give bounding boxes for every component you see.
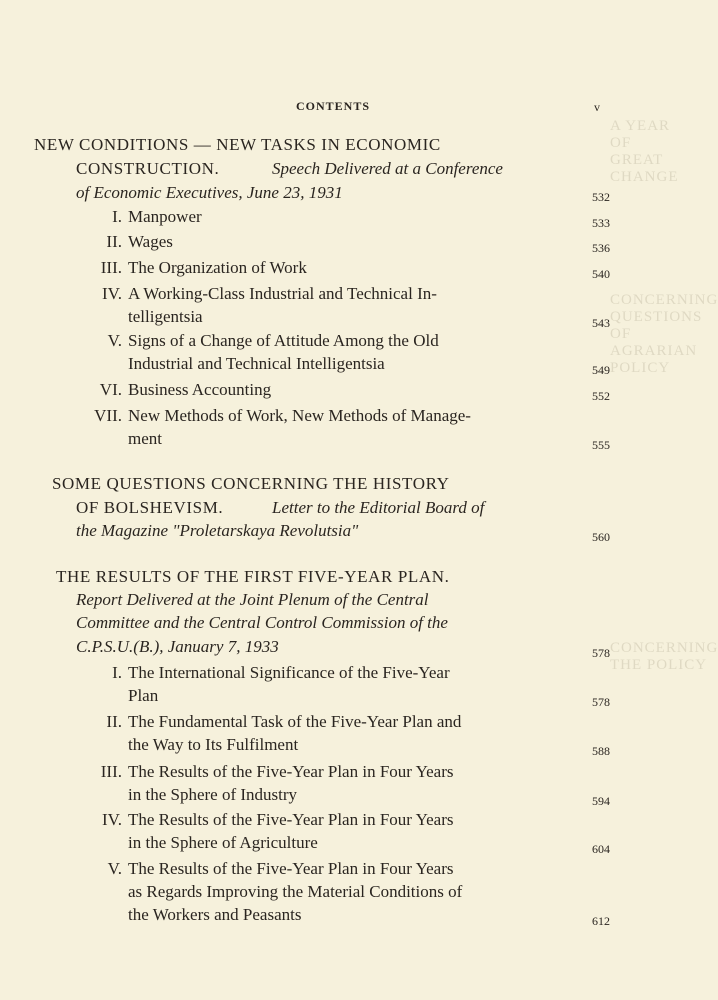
section-number: V.	[107, 331, 122, 350]
page-number: 588	[592, 744, 610, 758]
running-head: CONTENTS	[295, 99, 371, 113]
page-number: 533	[592, 216, 610, 230]
section-title: as Regards Improving the Material Conditions of	[128, 882, 463, 901]
page-number: 540	[592, 267, 610, 281]
bleed-through-text: CONCERNING QUESTIONS OF AGRARIAN POLICY	[610, 292, 718, 376]
section-title: The Results of the Five-Year Plan in Four Years	[128, 762, 454, 781]
entry-subtitle: Committee and the Central Control Commission of the	[76, 613, 448, 632]
entry-title: OF BOLSHEVISM.	[76, 498, 224, 517]
section-title: The Results of the Five-Year Plan in Four Years	[128, 859, 454, 878]
section-title: ment	[128, 429, 162, 448]
section-number: VII.	[94, 406, 122, 425]
section-title: New Methods of Work, New Methods of Manage-	[128, 406, 471, 425]
page-number: 578	[592, 646, 610, 660]
section-title: in the Sphere of Industry	[128, 785, 298, 804]
section-title: Manpower	[128, 207, 202, 226]
section-title: the Workers and Peasants	[128, 905, 302, 924]
entry-subtitle: Speech Delivered at a Conference	[272, 159, 503, 178]
page-number: 560	[592, 530, 610, 544]
section-title: in the Sphere of Agriculture	[128, 833, 318, 852]
page-number: 552	[592, 389, 610, 403]
page-number: 604	[592, 842, 610, 856]
entry-subtitle: C.P.S.U.(B.), January 7, 1933	[76, 637, 279, 656]
page-number: 536	[592, 241, 610, 255]
section-title: Business Accounting	[128, 380, 272, 399]
section-title: A Working-Class Industrial and Technical In-	[128, 284, 437, 303]
section-title: The International Significance of the Five-Year	[128, 663, 450, 682]
section-title: Wages	[128, 232, 173, 251]
page-number: 532	[592, 190, 610, 204]
bleed-through-text: CONCERNING THE POLICY	[610, 640, 718, 673]
section-number: III.	[100, 258, 122, 277]
page-number: 578	[592, 695, 610, 709]
entry-title: THE RESULTS OF THE FIRST FIVE-YEAR PLAN.	[56, 567, 450, 586]
bleed-through-text: A YEAR OF GREAT CHANGE	[610, 118, 679, 185]
section-number: IV.	[102, 810, 122, 829]
entry-subtitle: of Economic Executives, June 23, 1931	[76, 183, 343, 202]
section-number: II.	[106, 712, 122, 731]
page-number: 612	[592, 914, 610, 928]
section-number: I.	[112, 663, 122, 682]
section-title: Signs of a Change of Attitude Among the Old	[128, 331, 439, 350]
section-number: II.	[106, 232, 122, 251]
entry-subtitle: Report Delivered at the Joint Plenum of the Central	[76, 590, 429, 609]
section-number: III.	[100, 762, 122, 781]
entry-subtitle: Letter to the Editorial Board of	[272, 498, 485, 517]
page-number: 555	[592, 438, 610, 452]
section-number: IV.	[102, 284, 122, 303]
section-title: the Way to Its Fulfilment	[128, 735, 299, 754]
section-title: The Fundamental Task of the Five-Year Plan and	[128, 712, 462, 731]
entry-subtitle: the Magazine "Proletarskaya Revolutsia"	[76, 521, 359, 540]
section-number: I.	[112, 207, 122, 226]
entry-title: CONSTRUCTION.	[76, 159, 220, 178]
page-number: 543	[592, 316, 610, 330]
section-title: The Results of the Five-Year Plan in Four Years	[128, 810, 454, 829]
section-title: Industrial and Technical Intelligentsia	[128, 354, 385, 373]
entry-title: SOME QUESTIONS CONCERNING THE HISTORY	[52, 474, 450, 493]
corner-mark: v	[594, 100, 600, 114]
section-number: V.	[107, 859, 122, 878]
section-title: The Organization of Work	[128, 258, 307, 277]
section-title: telligentsia	[128, 307, 203, 326]
page-number: 549	[592, 363, 610, 377]
entry-title: NEW CONDITIONS — NEW TASKS IN ECONOMIC	[34, 135, 441, 154]
section-title: Plan	[128, 686, 159, 705]
page-number: 594	[592, 794, 610, 808]
section-number: VI.	[99, 380, 122, 399]
